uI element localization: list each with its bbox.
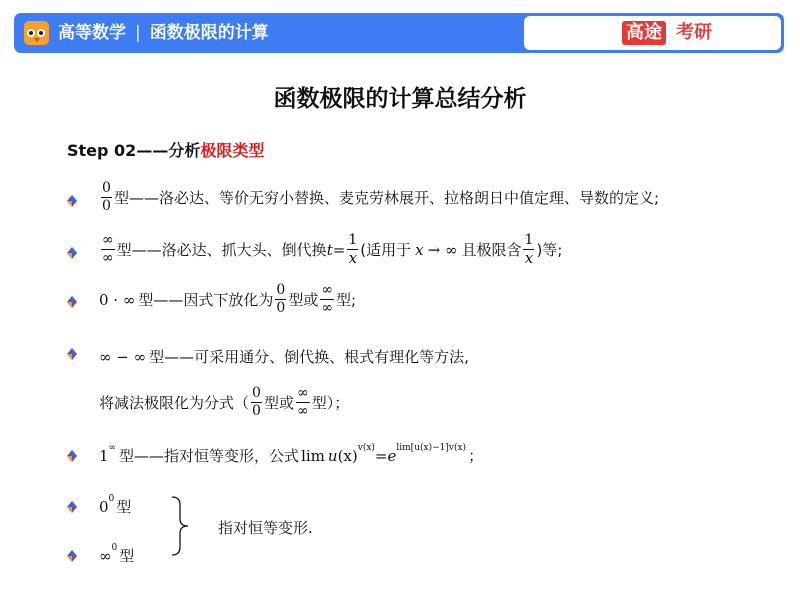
page-title: 函数极限的计算总结分析 [273, 86, 527, 112]
header-bar [14, 13, 784, 53]
header-title [58, 13, 269, 53]
item-inf-minus-inf: ∞ − ∞ 型——可采用通分、倒代换、根式有理化等方法, [99, 347, 469, 366]
brand-logo [524, 16, 781, 50]
fraction-zero-zero: $\frac{0}{0}$ [102, 180, 111, 214]
item-inf-minus-inf-continued: 将减法极限化为分式（ $\frac{0}{0}$ 型或 $\frac{\infty}{\infty}$ 型）； [99, 385, 350, 419]
owl-logo-icon [24, 21, 49, 45]
step-heading [67, 138, 264, 161]
bullet-icon [65, 246, 79, 260]
step-highlight: 极限类型 [200, 141, 265, 160]
fraction-zero-zero: $\frac{0}{0}$ [276, 282, 286, 316]
brand-box-text: 高途 [622, 21, 666, 45]
brand-text: 考研 [676, 22, 712, 43]
item-zero-power-zero: 0 $^0$ 型 [99, 493, 132, 516]
fraction-inf-inf: $\frac{\infty}{\infty}$ [102, 232, 114, 266]
fraction-zero-zero: $\frac{0}{0}$ [252, 385, 261, 419]
fraction-one-over-x: $\frac{1}{x}$ [348, 232, 358, 267]
bullet-icon [65, 549, 79, 563]
topic-name: 函数极限的计算 [149, 23, 269, 43]
item-zero-times-inf: 0 · ∞ 型——因式下放化为 $\frac{0}{0}$ 型或 $\frac{\infty}{\infty}$ 型; [99, 282, 357, 316]
step-prefix: Step 02——分析 [67, 141, 201, 160]
course-name: 高等数学 [58, 23, 126, 43]
title-separator: | [135, 23, 141, 43]
item-text: 型——洛必达、等价无穷小替换、麦克劳林展开、拉格朗日中值定理、导数的定义; [114, 189, 660, 207]
right-brace-icon [170, 495, 192, 561]
item-inf-over-inf: $\frac{\infty}{\infty}$ 型——洛必达、抓大头、倒代换 t = $\frac{1}{x}$ (适用于 x → ∞ 且极限含 $\frac{1}{x}$ )等; [102, 232, 563, 267]
item-one-power-inf: 1 ∞ 型——指对恒等变形，公式 lim u (x) $^{v(x)}$ = e $^{lim[u(x)-1]v(x)}$ ； [99, 442, 484, 465]
bullet-icon [65, 347, 79, 361]
item-zero-over-zero [99, 180, 659, 215]
item-inf-power-zero: ∞ $^0$ 型 [99, 542, 135, 565]
bullet-icon [65, 194, 79, 208]
bullet-icon [65, 295, 79, 309]
bullet-icon [65, 449, 79, 463]
fraction-inf-inf: $\frac{\infty}{\infty}$ [321, 282, 334, 316]
bullet-icon [65, 500, 79, 514]
brace-note: 指对恒等变形. [218, 519, 313, 537]
fraction-inf-inf: $\frac{\infty}{\infty}$ [297, 385, 309, 419]
fraction-one-over-x: $\frac{1}{x}$ [524, 232, 534, 267]
